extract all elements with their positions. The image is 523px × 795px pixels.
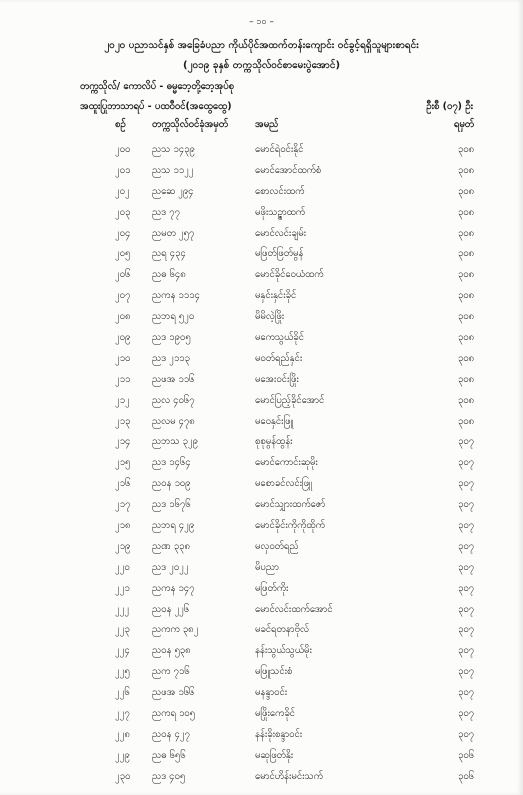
- roll-number: ညဆေ ၂၉၄: [152, 185, 194, 197]
- table-row: [0, 286, 523, 307]
- score: ၃၀၇: [457, 687, 474, 699]
- roll-number: ညဝန ၅၃၈: [152, 645, 191, 657]
- row-number: ၂၂၉: [115, 749, 130, 761]
- roll-number: ညဒ ၁၄၆၄: [152, 457, 191, 469]
- table-row: [0, 725, 523, 746]
- student-name: မဖြတ်ဖြတ်မွန်: [255, 248, 304, 260]
- score: ၃၀၈: [457, 185, 474, 197]
- roll-number: ညရ ၄၃၄: [152, 248, 186, 260]
- score: ၃၀၇: [457, 708, 474, 720]
- student-name: မဖြိုးကေခိုင်: [255, 708, 295, 720]
- document-title: ၂၀၂၀ ပညာသင်နှစ် အခြေခံပညာ ကိုယ်ပိုင်အထက်တန်းကျောင်း ဝင်ခွင့်ရရှိသူများစာရင်း: [104, 40, 419, 51]
- header-roll: တက္ကသိုလ်ဝင်ခုံအမှတ်: [152, 119, 228, 130]
- student-name: မောင်ရဲဝင်းနိုင်: [255, 144, 304, 155]
- student-name: နန်းခိုးစန္ဒာဝင်း: [255, 728, 303, 740]
- student-name: နန်းသွယ်သွယ်မိုး: [255, 645, 312, 657]
- row-number: ၂၁၅: [115, 457, 131, 469]
- roll-number: ညသ ၁၁၂၂: [152, 164, 194, 176]
- score: ၃၀၇: [457, 603, 474, 615]
- row-number: ၂၀၂: [115, 185, 130, 197]
- student-name: စောလင်းထက်: [255, 185, 305, 197]
- roll-number: ညဒ ၂၁၁၃: [152, 352, 190, 364]
- roll-number: ညဏ ၃၃၈: [152, 540, 190, 552]
- roll-number: ညဒ ၁၆၇၆: [152, 499, 191, 511]
- row-number: ၂၁၄: [115, 436, 131, 448]
- score: ၃၀၈: [457, 206, 474, 218]
- score: ၃၀၈: [457, 373, 474, 385]
- table-row: [0, 704, 523, 725]
- roll-number: ညဖအ ၁၁၆: [152, 373, 195, 385]
- student-name: မောင်လင်းချမ်း: [255, 227, 307, 239]
- row-number: ၂၀၁: [115, 164, 131, 176]
- score: ၃၀၈: [457, 248, 474, 260]
- student-name: မအေးဝင်းဖြိုး: [255, 373, 299, 385]
- row-number: ၂၂၁: [115, 582, 130, 594]
- score: ၃၀၇: [457, 436, 474, 448]
- table-row: [0, 620, 523, 641]
- table-row: [0, 683, 523, 704]
- quota-label: ဦးစီ (၀၇) ဦး: [426, 101, 473, 112]
- student-name: မောင်လင်းထက်အောင်: [255, 603, 333, 615]
- table-row: [0, 537, 523, 558]
- location-line: တက္ကသိုလ်/ ကောလိပ် - ဓမ္မဘေ့တို့ဘေ့အုပ်စု: [80, 81, 235, 92]
- student-name: မောင်အောင်ထက်စံ: [255, 164, 322, 176]
- roll-number: ညဘသ ၃၂၉: [152, 436, 198, 448]
- table-header: [0, 118, 523, 134]
- table-row: [0, 453, 523, 474]
- row-number: ၂၂၅: [115, 666, 130, 678]
- row-number: ၂၂၇: [115, 708, 130, 720]
- row-number: ၂၀၅: [115, 248, 131, 260]
- score: ၃၀၈: [457, 290, 474, 302]
- roll-number: ညကန ၁၁၁၄: [152, 290, 200, 302]
- student-name: မခင်ရတနာဗိုလ်: [255, 624, 309, 636]
- roll-number: ညဖအ ၁၆၆: [152, 687, 195, 699]
- roll-number: ညဘရ ၅၂၀: [152, 311, 195, 323]
- row-number: ၂၂၆: [115, 687, 130, 699]
- roll-number: ညဘရ ၄၂၉: [152, 520, 195, 532]
- student-name: မလှဝတ်ရည်: [255, 540, 299, 552]
- student-name: မဖိုးသဉ္ဇာထက်: [255, 206, 306, 218]
- row-number: ၂၀၉: [115, 332, 131, 344]
- score: ၃၀၇: [457, 645, 474, 657]
- table-row: [0, 224, 523, 245]
- student-name: မောင်ဟိန်းမင်းသက်: [255, 770, 323, 782]
- result-table: [0, 140, 523, 788]
- score: ၃၀၈: [457, 332, 474, 344]
- student-name: မိပညာ: [255, 561, 279, 573]
- table-row: [0, 307, 523, 328]
- table-row: [0, 767, 523, 788]
- row-number: ၂၂၂: [115, 603, 129, 615]
- table-row: [0, 140, 523, 161]
- row-number: ၂၃၀: [115, 770, 131, 782]
- row-number: ၂၁၁: [115, 373, 131, 385]
- roll-number: ညကက ၃၈၂: [152, 624, 199, 636]
- score: ၃၀၇: [457, 666, 474, 678]
- table-row: [0, 432, 523, 453]
- table-row: [0, 328, 523, 349]
- roll-number: ညဒ ၇၇: [152, 206, 180, 218]
- roll-number: ညဝန ၁၀၉: [152, 478, 191, 490]
- roll-number: ညဒ ၁၉၀၅: [152, 332, 191, 344]
- score: ၃၀၇: [457, 520, 474, 532]
- roll-number: ညကန ၁၄၇: [152, 582, 195, 594]
- table-row: [0, 662, 523, 683]
- student-name: မောင်ခိုင်းကိုကိုထိုက်: [255, 520, 325, 532]
- table-row: [0, 495, 523, 516]
- student-name: မောင်ကောင်းဆုမိုး: [255, 457, 318, 469]
- row-number: ၂၁၂: [115, 394, 130, 406]
- row-number: ၂၁၆: [115, 478, 131, 490]
- score: ၃၀၈: [457, 394, 474, 406]
- student-name: မဖြတ်ကိုး: [255, 582, 289, 594]
- row-number: ၂၀၈: [115, 311, 131, 323]
- score: ၃၀၇: [457, 457, 474, 469]
- roll-number: ညဝန ၄၂၇: [152, 728, 190, 740]
- header-mark: ရမှတ်: [453, 119, 474, 130]
- row-number: ၂၁၉: [115, 540, 131, 552]
- table-row: [0, 349, 523, 370]
- student-name: မဝတ်ရည်နှင်း: [255, 352, 303, 364]
- document-subtitle: (၂၀၁၉ ခုနှစ် တက္ကသိုလ်ဝင်စာမေးပွဲအောင်): [182, 60, 341, 71]
- table-row: [0, 412, 523, 433]
- table-row: [0, 391, 523, 412]
- roll-number: ညက ၇၁၆: [152, 666, 190, 678]
- score: ၃၀၇: [457, 728, 474, 740]
- score: ၃၀၈: [457, 415, 474, 427]
- row-number: ၂၁၃: [115, 415, 131, 427]
- student-name: စုစုမွန်ထွန်း: [255, 436, 293, 448]
- score: ၃၀၆: [457, 770, 474, 782]
- score: ၃၀၇: [457, 561, 474, 573]
- row-number: ၂၂၀: [115, 561, 130, 573]
- roll-number: ညကရ ၁၀၅: [152, 708, 195, 720]
- table-row: [0, 161, 523, 182]
- table-row: [0, 182, 523, 203]
- row-number: ၂၁၇: [115, 499, 131, 511]
- score: ၃၀၈: [457, 352, 474, 364]
- table-row: [0, 244, 523, 265]
- header-name: အမည်: [255, 119, 279, 130]
- row-number: ၂၂၃: [115, 624, 130, 636]
- page-number: – ၁၀ –: [249, 17, 274, 27]
- student-name: မောင်ပြည့်ခိုင်အောင်: [255, 394, 325, 406]
- score: ၃၀၇: [457, 478, 474, 490]
- roll-number: ညဓ ၆၄၈: [152, 269, 186, 281]
- score: ၃၀၇: [457, 582, 474, 594]
- score: ၃၀၈: [457, 269, 474, 281]
- score: ၃၀၈: [457, 311, 474, 323]
- table-row: [0, 558, 523, 579]
- score: ၃၀၈: [457, 164, 474, 176]
- roll-number: ညလ ၄၀၆၇: [152, 394, 195, 406]
- table-row: [0, 265, 523, 286]
- row-number: ၂၂၄: [115, 645, 130, 657]
- row-number: ၂၀၆: [115, 269, 131, 281]
- table-row: [0, 516, 523, 537]
- row-number: ၂၀၇: [115, 290, 131, 302]
- score: ၃၀၈: [457, 227, 474, 239]
- score: ၃၀၆: [457, 749, 474, 761]
- roll-number: ညဒ ၂၀၂၂: [152, 561, 189, 573]
- score: ၃၀၈: [457, 144, 474, 155]
- header-no: စဉ်: [115, 119, 126, 130]
- row-number: ၂၁၀: [115, 352, 131, 364]
- student-name: မနှင်းနှင်းခိုင်: [255, 290, 297, 302]
- score: ၃၀၇: [457, 624, 474, 636]
- row-number: ၂၀၄: [115, 227, 131, 239]
- row-number: ၂၀၃: [115, 206, 131, 218]
- score: ၃၀၇: [457, 540, 474, 552]
- student-name: မနန္ဒာဝင်း: [255, 687, 288, 699]
- table-row: [0, 746, 523, 767]
- roll-number: ညမတ ၂၅၇: [152, 227, 195, 239]
- student-name: မစောခင်လင်းဖြူ: [255, 478, 312, 490]
- student-name: မောင်သျှားထက်ဇော်: [255, 499, 326, 511]
- student-name: မကေသွယ်ခိုင်: [255, 332, 304, 344]
- row-number: ၂၂၈: [115, 728, 130, 740]
- roll-number: ညဝန ၂၂၆: [152, 603, 190, 615]
- student-name: မဖြူသင်းစံ: [255, 666, 293, 678]
- student-name: မောင်ခိုင်ဝေယံထက်: [255, 269, 324, 281]
- table-row: [0, 203, 523, 224]
- row-number: ၂၀၀: [115, 144, 131, 155]
- student-name: မဆုဖြတ်နိုး: [255, 749, 294, 761]
- table-row: [0, 641, 523, 662]
- table-row: [0, 370, 523, 391]
- table-row: [0, 600, 523, 621]
- score: ၃၀၇: [457, 499, 474, 511]
- roll-number: ညလမ ၄၇၈: [152, 415, 195, 427]
- roll-number: ညသ ၁၄၃၉: [152, 144, 195, 155]
- row-number: ၂၁၈: [115, 520, 131, 532]
- student-name: မဝေနှင်းဖြူ: [255, 415, 294, 427]
- table-row: [0, 474, 523, 495]
- student-name: မိမိလဲ့ဖြိုး: [255, 311, 285, 323]
- roll-number: ညဓ ၆၅၆: [152, 749, 186, 761]
- roll-number: ညဒ ၄၀၅: [152, 770, 186, 782]
- table-row: [0, 579, 523, 600]
- specialization-line: အထူးပြုဘာသာရပ် - ပထဝီဝင်(အထွေထွေ): [80, 101, 232, 112]
